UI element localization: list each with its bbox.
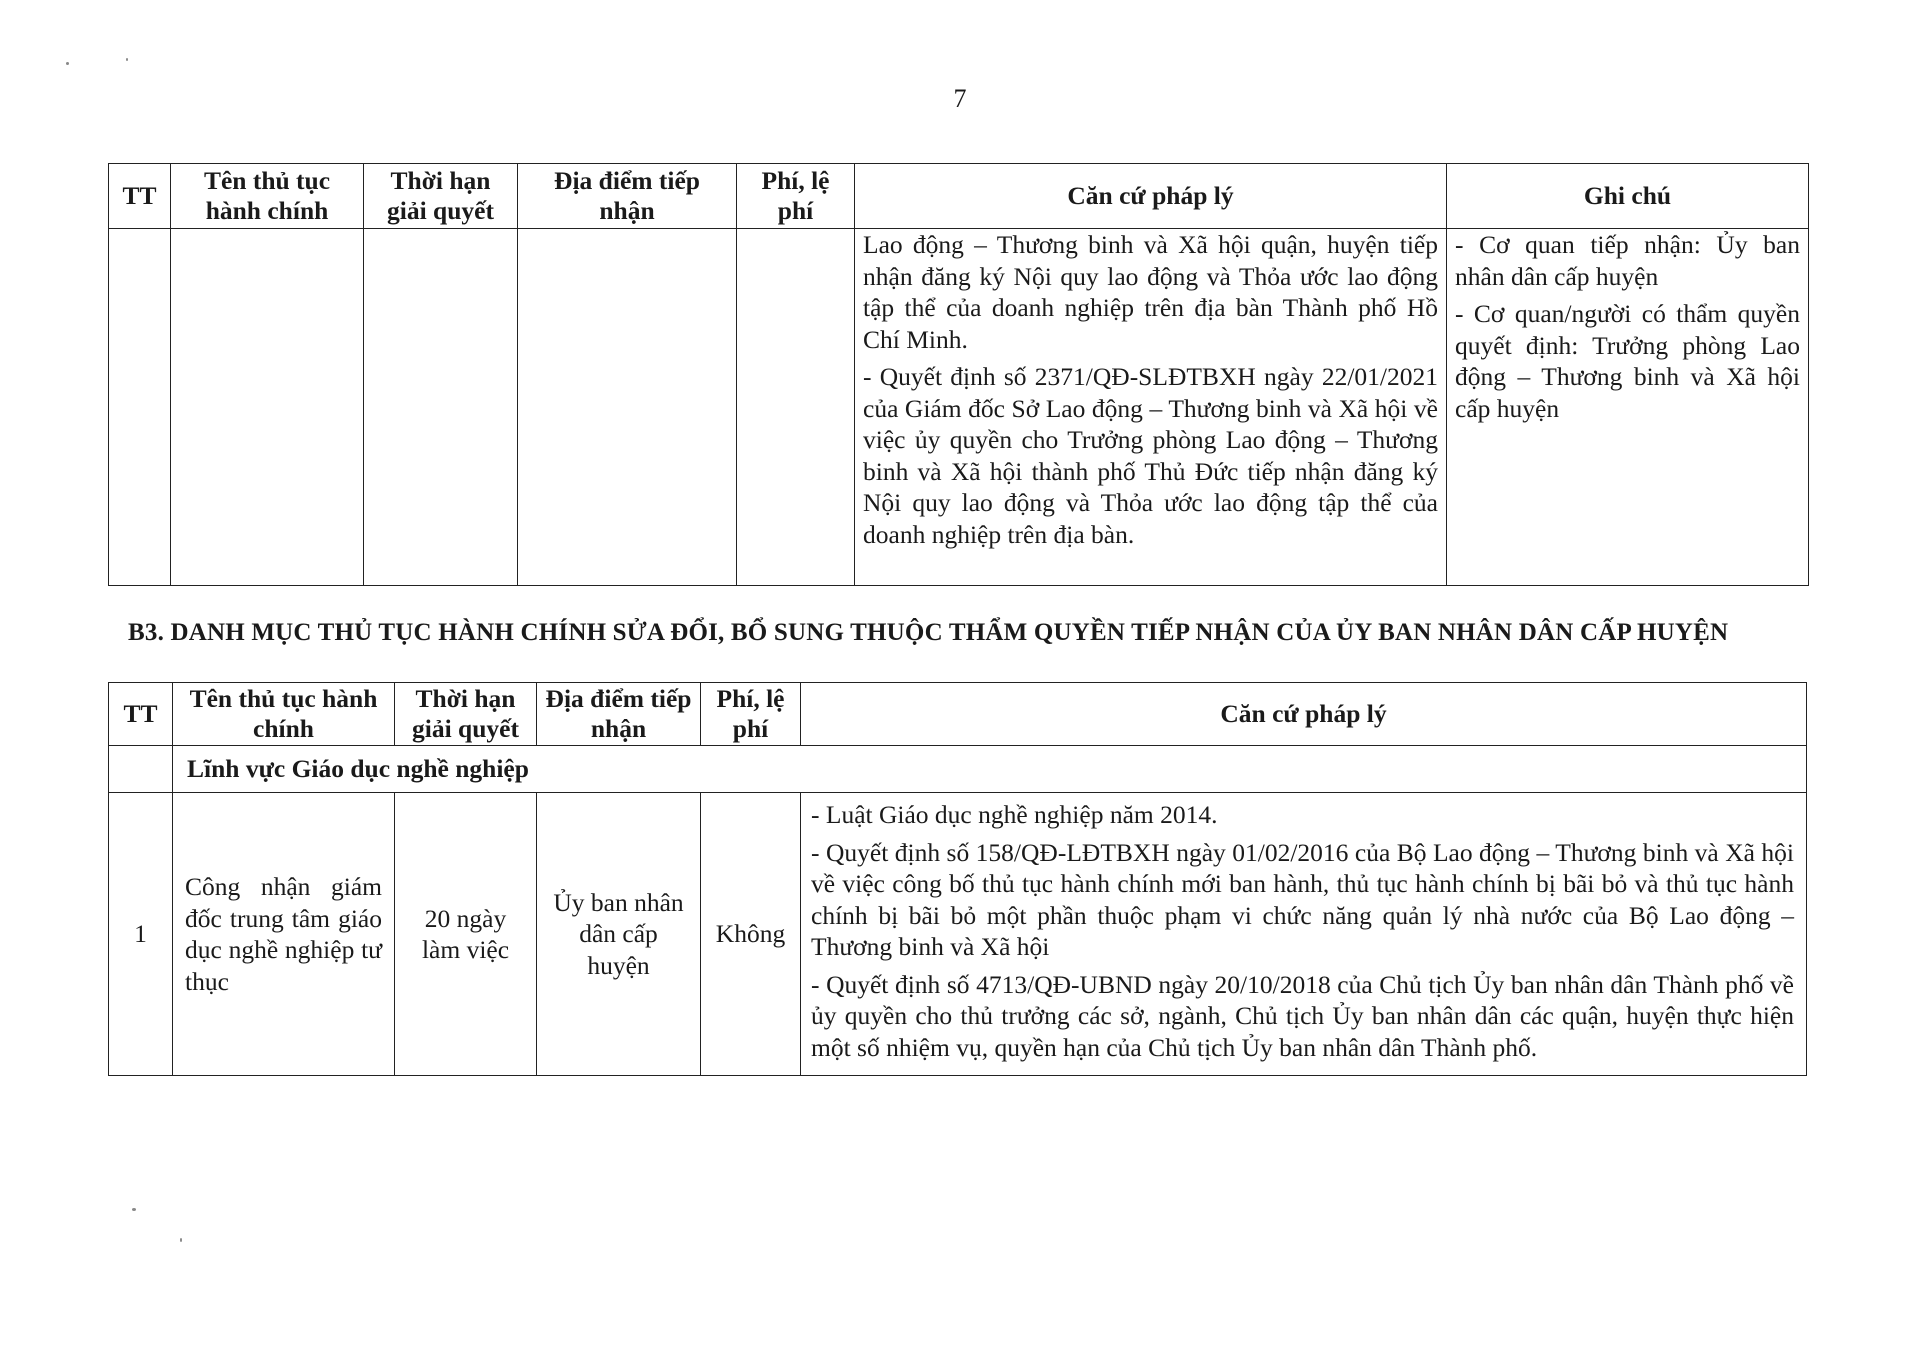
cell-tt bbox=[109, 229, 171, 586]
header-fee: Phí, lệ phí bbox=[701, 683, 801, 746]
table-row bbox=[109, 229, 1809, 586]
header-tt: TT bbox=[109, 683, 173, 746]
cell-legal-basis bbox=[855, 229, 1447, 586]
header-legal-basis: Căn cứ pháp lý bbox=[855, 164, 1447, 229]
table-header-row bbox=[109, 683, 1807, 746]
table-header-row bbox=[109, 164, 1809, 229]
header-notes: Ghi chú bbox=[1447, 164, 1809, 229]
page-number: 7 bbox=[953, 84, 967, 113]
field-row bbox=[109, 746, 1807, 793]
header-location: Địa điểm tiếp nhận bbox=[518, 164, 737, 229]
cell-location bbox=[518, 229, 737, 586]
cell-tt bbox=[109, 746, 173, 793]
header-time-limit: Thời hạn giải quyết bbox=[364, 164, 518, 229]
header-legal-basis: Căn cứ pháp lý bbox=[801, 683, 1807, 746]
legal-basis-paragraph: - Quyết định số 158/QĐ-LĐTBXH ngày 01/02/2016 của Bộ Lao động – Thương binh và Xã hội về việc công bố thủ tục hành chính mới ban hành, thủ tục hành chính bị bãi bỏ và thủ tục hành chính bị bãi bỏ một phần thuộc phạm vi chức năng quản lý nhà nước của Bộ Lao động – Thương binh và Xã hội bbox=[811, 837, 1794, 961]
section-title: B3. DANH MỤC THỦ TỤC HÀNH CHÍNH SỬA ĐỔI, BỔ SUNG THUỘC THẨM QUYỀN TIẾP NHẬN CỦA ỦY BAN NHÂN DÂN CẤP HUYỆN bbox=[128, 619, 1729, 646]
procedures-table-b3 bbox=[108, 682, 1807, 1076]
cell-procedure-name: Công nhận giám đốc trung tâm giáo dục nghề nghiệp tư thục bbox=[173, 793, 395, 1076]
scan-speck bbox=[126, 58, 128, 61]
cell-procedure-name bbox=[171, 229, 364, 586]
procedures-table-continued bbox=[108, 163, 1809, 586]
cell-fee: Không bbox=[701, 793, 801, 1076]
cell-location: Ủy ban nhân dân cấp huyện bbox=[537, 793, 701, 1076]
table-row bbox=[109, 793, 1807, 1076]
legal-basis-paragraph: - Luật Giáo dục nghề nghiệp năm 2014. bbox=[811, 800, 1218, 829]
note-paragraph: - Cơ quan tiếp nhận: Ủy ban nhân dân cấp huyện bbox=[1455, 230, 1800, 291]
cell-time-limit: 20 ngày làm việc bbox=[395, 793, 537, 1076]
header-procedure-name: Tên thủ tục hành chính bbox=[173, 683, 395, 746]
cell-tt: 1 bbox=[109, 793, 173, 1076]
header-location: Địa điểm tiếp nhận bbox=[537, 683, 701, 746]
header-procedure-name: Tên thủ tục hành chính bbox=[171, 164, 364, 229]
field-label: Lĩnh vực Giáo dục nghề nghiệp bbox=[173, 746, 1807, 793]
header-tt: TT bbox=[109, 164, 171, 229]
scan-speck bbox=[180, 1238, 182, 1242]
cell-legal-basis bbox=[801, 793, 1807, 1076]
note-paragraph: - Cơ quan/người có thẩm quyền quyết định: Trưởng phòng Lao động – Thương binh và Xã hội cấp huyện bbox=[1455, 299, 1800, 423]
scan-speck bbox=[132, 1208, 136, 1211]
header-time-limit: Thời hạn giải quyết bbox=[395, 683, 537, 746]
cell-fee bbox=[737, 229, 855, 586]
legal-basis-paragraph: - Quyết định số 4713/QĐ-UBND ngày 20/10/2018 của Chủ tịch Ủy ban nhân dân Thành phố về ủy quyền cho thủ trưởng các sở, ngành, Chủ tịch Ủy ban nhân dân các quận, huyện thực hiện một số nhiệm vụ, quyền hạn của Chủ tịch Ủy ban nhân dân Thành phố. bbox=[811, 969, 1794, 1062]
cell-notes bbox=[1447, 229, 1809, 586]
scan-speck bbox=[66, 62, 69, 65]
legal-basis-paragraph: Lao động – Thương binh và Xã hội quận, huyện tiếp nhận đăng ký Nội quy lao động và Thỏa ước lao động tập thể của doanh nghiệp trên địa bàn Thành phố Hồ Chí Minh. bbox=[863, 230, 1438, 354]
legal-basis-paragraph: - Quyết định số 2371/QĐ-SLĐTBXH ngày 22/01/2021 của Giám đốc Sở Lao động – Thương binh và Xã hội về việc ủy quyền cho Trưởng phòng Lao động – Thương binh và Xã hội thành phố Thủ Đức tiếp nhận đăng ký Nội quy lao động và Thỏa ước lao động tập thể của doanh nghiệp trên địa bàn. bbox=[863, 362, 1438, 549]
cell-time-limit bbox=[364, 229, 518, 586]
header-fee: Phí, lệ phí bbox=[737, 164, 855, 229]
